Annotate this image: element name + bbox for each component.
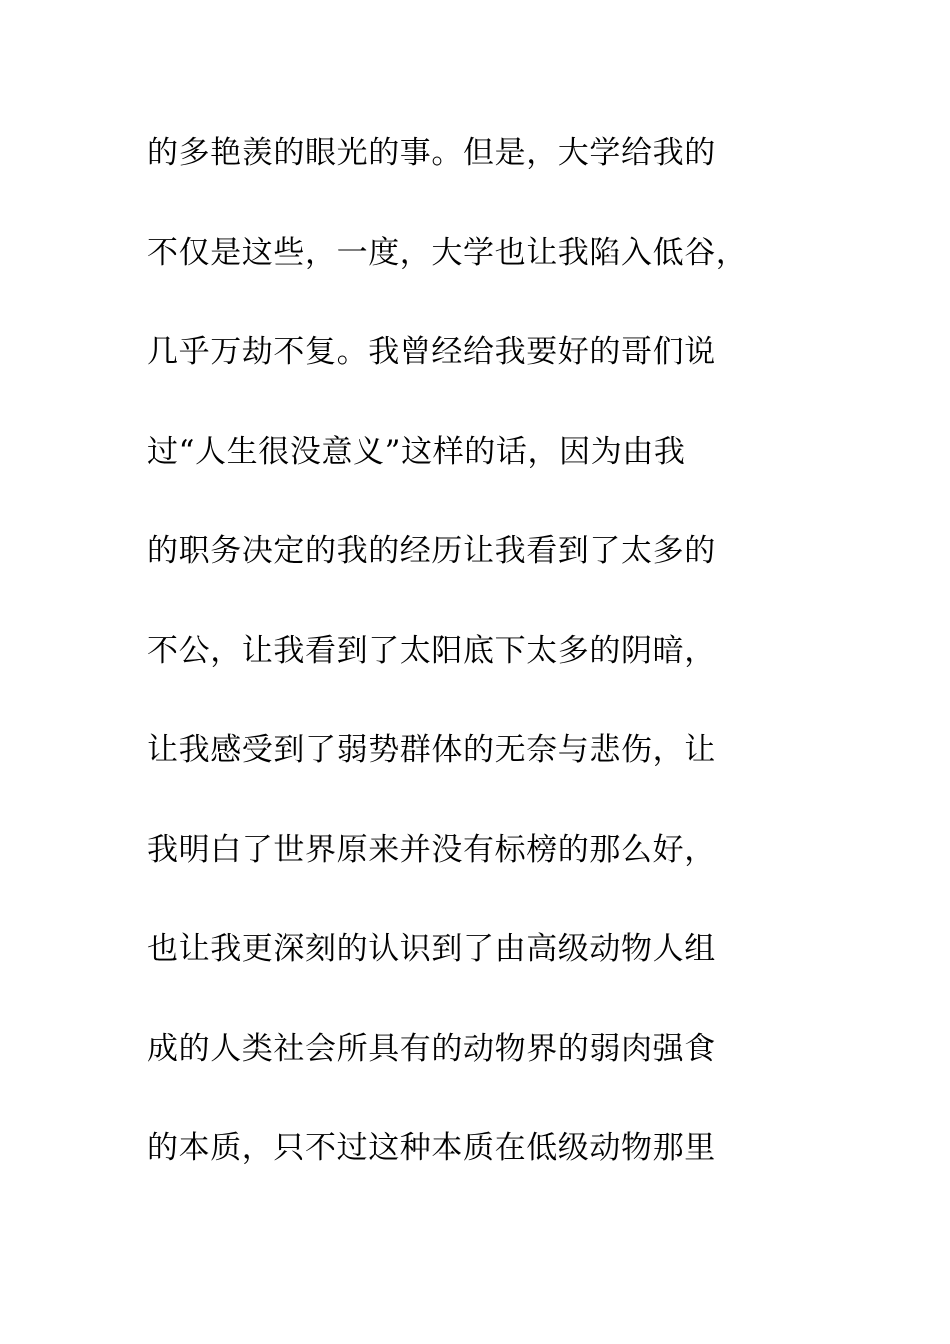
text-line: 不公，让我看到了太阳底下太多的阴暗， [147,632,716,669]
text-line: 的多艳羡的眼光的事。但是，大学给我的 [147,135,716,171]
text-line: 的职务决定的我的经历让我看到了太多的 [147,533,716,569]
text-line: 让我感受到了弱势群体的无奈与悲伤，让 [147,732,716,768]
text-line: 几乎万劫不复。我曾经给我要好的哥们说 [147,334,716,370]
text-line: 的本质，只不过这种本质在低级动物那里 [147,1130,716,1166]
text-line: 过“人生很没意义”这样的话，因为由我 [147,433,686,470]
body-text [147,128,807,1223]
text-line: 不仅是这些，一度，大学也让我陷入低谷， [147,234,748,271]
text-line: 我明白了世界原来并没有标榜的那么好， [147,831,716,868]
text-line: 也让我更深刻的认识到了由高级动物人组 [147,931,716,967]
text-line: 成的人类社会所具有的动物界的弱肉强食 [147,1030,716,1067]
